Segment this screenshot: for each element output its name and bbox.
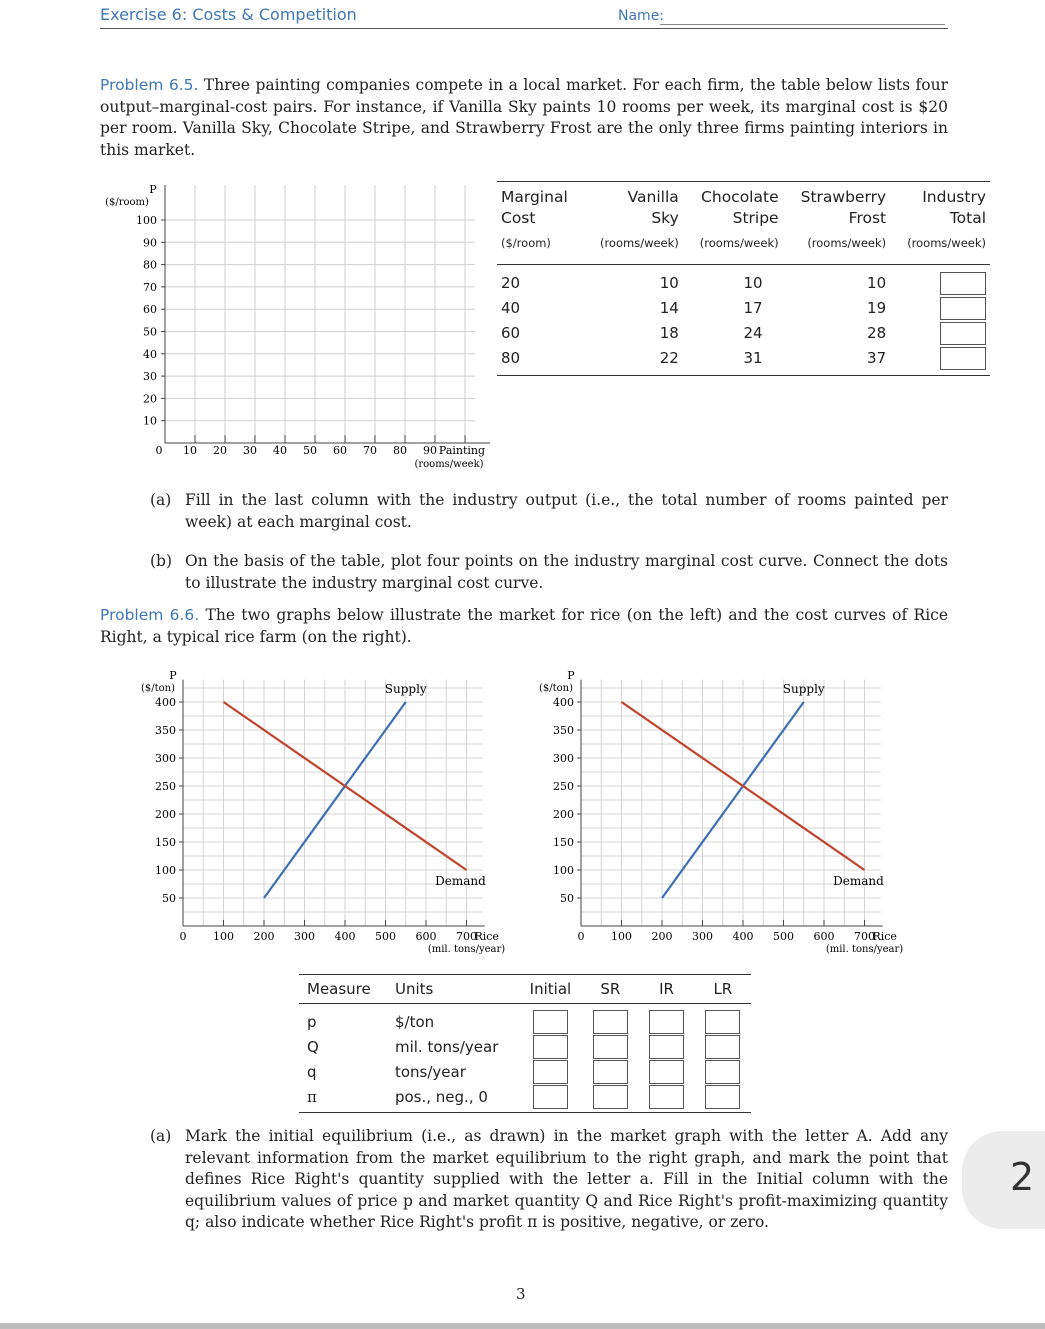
mc-cell: 10 bbox=[659, 274, 679, 292]
question-6-6-a bbox=[150, 1126, 948, 1234]
question-text: Mark the initial equilibrium (i.e., as drawn) in the market graph with the letter A. Add any relevant information from the market equilibrium to the right graph, and mark the point that defines Rice Right's quantity supplied with the letter a. Fill in the Initial column with the equilibrium values of price p and market quantity Q and Rice Right's profit-maximizing quantity q; also indicate whether Rice Right's profit π is positive, negative, or zero. bbox=[185, 1127, 948, 1232]
painting-y-unit: ($/room) bbox=[105, 197, 149, 208]
x-tick-label: 90 bbox=[423, 444, 437, 457]
y-tick-label: 50 bbox=[162, 892, 176, 905]
question-6-5-b bbox=[150, 551, 948, 594]
y-tick-label: 30 bbox=[143, 370, 157, 384]
ir-input[interactable] bbox=[649, 1010, 684, 1034]
mc-cell: 17 bbox=[743, 299, 763, 317]
x-tick-label: 400 bbox=[334, 930, 356, 943]
mc-header-5b: Total bbox=[949, 209, 986, 227]
demand-label: Demand bbox=[833, 874, 884, 888]
measure-units: pos., neg., 0 bbox=[394, 1087, 488, 1106]
painting-x-label: Painting bbox=[438, 444, 486, 457]
table-row bbox=[299, 1034, 751, 1059]
y-axis-unit: ($/ton) bbox=[140, 683, 176, 694]
painting-graph bbox=[95, 178, 495, 478]
col-initial: Initial bbox=[529, 980, 572, 998]
problem-6-6-body: The two graphs below illustrate the market for rice (on the left) and the cost curves of Rice Right, a typical rice farm (on the right). bbox=[100, 606, 949, 646]
y-tick-label: 150 bbox=[155, 836, 176, 849]
question-text: Fill in the last column with the industry output (i.e., the total number of rooms painted per week) at each marginal cost. bbox=[185, 491, 948, 531]
problem-6-6-text bbox=[100, 605, 948, 648]
x-tick-label: 600 bbox=[415, 930, 437, 943]
y-tick-label: 90 bbox=[143, 236, 157, 250]
x-tick-label: 0 bbox=[577, 930, 585, 943]
y-tick-label: 50 bbox=[560, 892, 574, 905]
mc-cell: 14 bbox=[659, 299, 679, 317]
question-6-5-a bbox=[150, 490, 948, 533]
x-tick-label: 30 bbox=[243, 444, 257, 457]
industry-total-input[interactable] bbox=[940, 322, 986, 345]
mc-header-1a: Marginal bbox=[501, 188, 568, 206]
y-tick-label: 100 bbox=[155, 864, 176, 877]
header-divider bbox=[100, 28, 948, 29]
mc-cell: 37 bbox=[867, 349, 887, 367]
demand-label: Demand bbox=[435, 874, 486, 888]
mc-unit-5: (rooms/week) bbox=[907, 236, 986, 250]
table-row bbox=[497, 271, 990, 296]
mc-cell: 18 bbox=[659, 324, 679, 342]
x-tick-label: 300 bbox=[294, 930, 315, 943]
mc-cell: 24 bbox=[743, 324, 763, 342]
mc-cell: 60 bbox=[501, 324, 521, 342]
mc-unit-3: (rooms/week) bbox=[699, 236, 779, 250]
measure-symbol: q bbox=[307, 1062, 317, 1081]
mc-cell: 10 bbox=[743, 274, 763, 292]
y-tick-label: 200 bbox=[155, 808, 176, 821]
mc-cell: 10 bbox=[867, 274, 887, 292]
mc-cell: 19 bbox=[867, 299, 887, 317]
x-tick-label: 40 bbox=[273, 444, 287, 457]
rice-right-chart bbox=[523, 665, 918, 965]
x-tick-label: 100 bbox=[611, 930, 632, 943]
exercise-title: Exercise 6: Costs & Competition bbox=[100, 5, 357, 24]
mc-header-4b: Frost bbox=[848, 209, 887, 227]
table-row bbox=[299, 1084, 751, 1113]
mc-cell: 31 bbox=[743, 349, 763, 367]
y-tick-label: 250 bbox=[553, 780, 574, 793]
y-tick-label: 150 bbox=[553, 836, 574, 849]
ir-input[interactable] bbox=[649, 1085, 684, 1109]
measure-units: tons/year bbox=[394, 1062, 466, 1081]
y-axis-symbol: P bbox=[169, 669, 177, 682]
page-indicator-tab[interactable] bbox=[962, 1131, 1045, 1229]
sr-input[interactable] bbox=[593, 1035, 628, 1059]
x-tick-label: 300 bbox=[692, 930, 713, 943]
name-underline bbox=[660, 24, 945, 25]
y-tick-label: 300 bbox=[155, 752, 176, 765]
x-tick-label: 500 bbox=[375, 930, 396, 943]
mc-cell: 22 bbox=[659, 349, 679, 367]
x-tick-label: 500 bbox=[773, 930, 794, 943]
table-row bbox=[497, 321, 990, 346]
y-tick-label: 60 bbox=[143, 303, 157, 317]
y-tick-label: 70 bbox=[143, 280, 157, 294]
lr-input[interactable] bbox=[705, 1010, 740, 1034]
table-row bbox=[299, 1009, 751, 1034]
measure-symbol: Q bbox=[307, 1037, 319, 1056]
measure-units: $/ton bbox=[394, 1012, 435, 1031]
question-label: (b) bbox=[150, 552, 173, 570]
col-lr: LR bbox=[713, 980, 733, 998]
x-axis-label: Rice bbox=[872, 930, 897, 943]
x-tick-label: 700 bbox=[456, 930, 477, 943]
y-tick-label: 10 bbox=[143, 414, 157, 428]
x-tick-label: 10 bbox=[183, 444, 197, 457]
question-label: (a) bbox=[150, 491, 172, 509]
industry-total-input[interactable] bbox=[940, 272, 986, 295]
initial-input[interactable] bbox=[533, 1060, 568, 1084]
problem-6-5-label: Problem 6.5. bbox=[100, 76, 199, 94]
x-tick-label: 60 bbox=[333, 444, 347, 457]
x-axis-label: Rice bbox=[474, 930, 499, 943]
x-tick-label: 600 bbox=[813, 930, 835, 943]
painting-y-symbol: P bbox=[149, 183, 157, 196]
measure-units: mil. tons/year bbox=[394, 1037, 499, 1056]
x-tick-label: 0 bbox=[179, 930, 187, 943]
question-label: (a) bbox=[150, 1127, 172, 1145]
industry-total-input[interactable] bbox=[940, 297, 986, 320]
lr-input[interactable] bbox=[705, 1085, 740, 1109]
col-units: Units bbox=[394, 980, 434, 998]
table-row bbox=[299, 1059, 751, 1084]
mc-cell: 28 bbox=[867, 324, 887, 342]
y-tick-label: 50 bbox=[143, 325, 157, 339]
y-axis-unit: ($/ton) bbox=[538, 683, 574, 694]
supply-label: Supply bbox=[384, 682, 427, 696]
measure-symbol: π bbox=[307, 1087, 317, 1106]
y-tick-label: 100 bbox=[553, 864, 574, 877]
page-indicator-number: 2 bbox=[1010, 1155, 1035, 1199]
problem-6-5-text bbox=[100, 75, 948, 161]
page-number: 3 bbox=[516, 1285, 526, 1303]
measure-symbol: p bbox=[307, 1012, 317, 1031]
mc-header-1b: Cost bbox=[501, 209, 536, 227]
mc-header-2a: Vanilla bbox=[627, 188, 679, 206]
mc-header-4a: Strawberry bbox=[800, 188, 887, 206]
y-tick-label: 300 bbox=[553, 752, 574, 765]
lr-input[interactable] bbox=[705, 1035, 740, 1059]
painting-x-unit: (rooms/week) bbox=[414, 459, 484, 470]
y-axis-symbol: P bbox=[567, 669, 575, 682]
industry-total-input[interactable] bbox=[940, 347, 986, 370]
initial-input[interactable] bbox=[533, 1010, 568, 1034]
marginal-cost-table bbox=[497, 181, 990, 376]
x-tick-label: 50 bbox=[303, 444, 317, 457]
x-axis-unit: (mil. tons/year) bbox=[427, 944, 506, 955]
ir-input[interactable] bbox=[649, 1060, 684, 1084]
mc-unit-4: (rooms/week) bbox=[807, 236, 887, 250]
x-tick-label: 200 bbox=[253, 930, 275, 943]
sr-input[interactable] bbox=[593, 1085, 628, 1109]
y-tick-label: 100 bbox=[136, 214, 157, 227]
equilibrium-table bbox=[299, 974, 751, 1113]
mc-cell: 40 bbox=[501, 299, 521, 317]
supply-label: Supply bbox=[782, 682, 825, 696]
col-sr: SR bbox=[600, 980, 621, 998]
sr-input[interactable] bbox=[593, 1060, 628, 1084]
mc-header-3a: Chocolate bbox=[701, 188, 779, 206]
ir-input[interactable] bbox=[649, 1035, 684, 1059]
y-tick-label: 40 bbox=[143, 347, 157, 361]
initial-input[interactable] bbox=[533, 1035, 568, 1059]
x-tick-label: 400 bbox=[732, 930, 754, 943]
x-tick-label: 70 bbox=[363, 444, 377, 457]
x-tick-label: 700 bbox=[854, 930, 875, 943]
x-tick-label: 100 bbox=[213, 930, 234, 943]
x-tick-label: 200 bbox=[651, 930, 673, 943]
problem-6-5-body: Three painting companies compete in a local market. For each firm, the table below lists four output–marginal-cost pairs. For instance, if Vanilla Sky paints 10 rooms per week, its marginal cost is $20 per room. Vanilla Sky, Chocolate Stripe, and Strawberry Frost are the only three firms painting interiors in this market. bbox=[100, 76, 948, 159]
y-tick-label: 400 bbox=[155, 696, 176, 709]
mc-header-3b: Stripe bbox=[732, 209, 779, 227]
table-row bbox=[497, 346, 990, 376]
mc-unit-1: ($/room) bbox=[501, 236, 551, 250]
y-tick-label: 250 bbox=[155, 780, 176, 793]
sr-input[interactable] bbox=[593, 1010, 628, 1034]
mc-cell: 80 bbox=[501, 349, 521, 367]
table-row bbox=[497, 296, 990, 321]
col-measure: Measure bbox=[307, 980, 371, 998]
y-tick-label: 80 bbox=[143, 258, 157, 272]
y-tick-label: 350 bbox=[155, 724, 176, 737]
scroll-track bbox=[0, 1323, 1045, 1329]
y-tick-label: 20 bbox=[143, 392, 157, 406]
y-tick-label: 350 bbox=[553, 724, 574, 737]
mc-cell: 20 bbox=[501, 274, 521, 292]
x-tick-label: 80 bbox=[393, 444, 407, 457]
mc-unit-2: (rooms/week) bbox=[599, 236, 679, 250]
col-ir: IR bbox=[659, 980, 674, 998]
lr-input[interactable] bbox=[705, 1060, 740, 1084]
problem-6-6-label: Problem 6.6. bbox=[100, 606, 200, 624]
x-axis-unit: (mil. tons/year) bbox=[825, 944, 904, 955]
mc-header-2b: Sky bbox=[651, 209, 679, 227]
market-rice-chart bbox=[125, 665, 520, 965]
name-label: Name: bbox=[618, 8, 665, 24]
y-tick-label: 200 bbox=[553, 808, 574, 821]
question-text: On the basis of the table, plot four points on the industry marginal cost curve. Connect the dots to illustrate the industry marginal cost curve. bbox=[185, 552, 948, 592]
y-tick-label: 400 bbox=[553, 696, 574, 709]
initial-input[interactable] bbox=[533, 1085, 568, 1109]
x-tick-label: 0 bbox=[155, 444, 163, 457]
x-tick-label: 20 bbox=[213, 444, 227, 457]
mc-header-5a: Industry bbox=[922, 188, 986, 206]
